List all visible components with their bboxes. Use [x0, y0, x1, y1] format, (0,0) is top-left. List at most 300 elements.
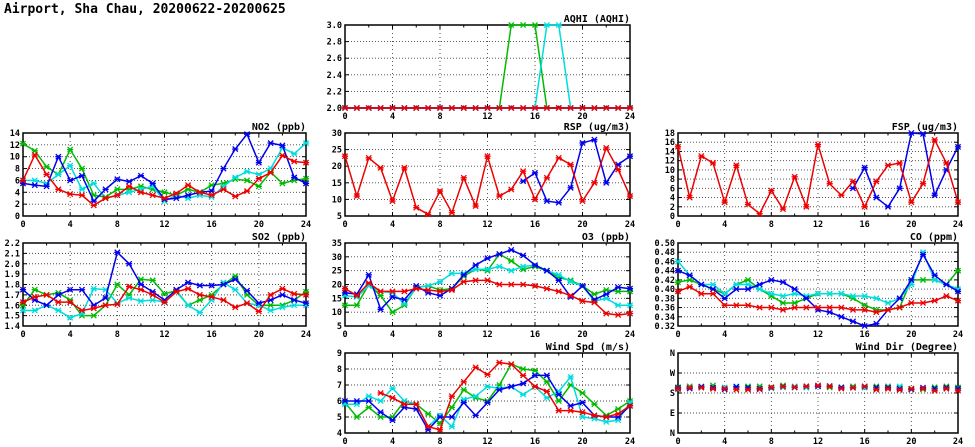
fsp-point-red-17: [873, 179, 879, 184]
svg-text:4: 4: [336, 429, 342, 439]
co-point-blue-2: [698, 282, 704, 287]
windspd-point-green-2: [366, 405, 372, 410]
svg-text:N: N: [669, 429, 675, 439]
so2-series-blue: [20, 250, 309, 308]
o3-point-cyan-13: [496, 264, 502, 269]
so2-point-green-8: [114, 282, 120, 287]
windspd-point-blue-1: [354, 398, 360, 403]
svg-text:8: 8: [14, 164, 20, 175]
no2-point-red-11: [150, 193, 156, 198]
o3-point-blue-11: [473, 263, 479, 268]
winddir-series-red: [675, 383, 961, 394]
no2-point-red-14: [185, 183, 191, 188]
svg-text:2.2: 2.2: [326, 87, 342, 98]
svg-text:20: 20: [577, 220, 588, 230]
svg-text:3.0: 3.0: [326, 21, 342, 31]
so2-point-green-15: [197, 297, 203, 302]
windspd-point-green-10: [461, 387, 467, 392]
svg-text:30: 30: [331, 252, 342, 263]
windspd-point-blue-18: [556, 392, 562, 397]
co-point-blue-9: [780, 280, 786, 285]
fsp-point-red-8: [768, 188, 774, 193]
no2-point-green-4: [67, 147, 73, 152]
co-point-cyan-18: [885, 300, 891, 305]
svg-text:10: 10: [331, 195, 342, 206]
svg-text:1.6: 1.6: [4, 301, 20, 312]
windspd-point-red-5: [401, 402, 407, 407]
svg-text:0: 0: [675, 437, 681, 447]
so2-point-cyan-15: [197, 310, 203, 315]
o3-point-blue-22: [603, 292, 609, 297]
fsp-chart: [645, 120, 975, 232]
svg-text:20: 20: [577, 330, 588, 340]
svg-text:24: 24: [624, 112, 636, 122]
no2-point-red-20: [256, 176, 262, 181]
aqhi-point-red-1: [354, 105, 360, 110]
so2-point-red-15: [197, 292, 203, 297]
svg-text:8: 8: [768, 330, 774, 340]
svg-text:8: 8: [336, 365, 342, 375]
windspd-point-red-12: [484, 372, 490, 377]
co-point-red-6: [745, 303, 751, 308]
svg-text:16: 16: [859, 330, 870, 340]
svg-text:24: 24: [624, 220, 636, 230]
svg-text:25: 25: [331, 266, 342, 277]
svg-text:2.6: 2.6: [326, 54, 342, 65]
rsp-point-red-18: [556, 155, 562, 160]
svg-text:4: 4: [389, 220, 396, 230]
winddir-point-red-12: [815, 383, 821, 388]
no2-point-blue-14: [185, 193, 191, 198]
aqhi-point-red-7: [425, 105, 431, 110]
co-point-red-10: [792, 305, 798, 310]
co-point-blue-1: [687, 273, 693, 278]
co-series-cyan: [675, 250, 961, 306]
so2-point-red-11: [150, 292, 156, 297]
aqhi-point-red-21: [591, 105, 597, 110]
fsp-point-red-18: [885, 163, 891, 168]
so2-point-red-18: [232, 305, 238, 310]
no2-point-blue-21: [268, 140, 274, 145]
so2-point-cyan-6: [91, 286, 97, 291]
aqhi-point-red-9: [449, 105, 455, 110]
windspd-series-red: [378, 360, 634, 432]
aqhi-chart-title: AQHI (AQHI): [563, 14, 630, 25]
co-point-blue-23: [943, 282, 949, 287]
co-point-cyan-9: [780, 293, 786, 298]
co-point-red-23: [943, 293, 949, 298]
svg-text:0.32: 0.32: [654, 322, 675, 332]
windspd-point-red-13: [496, 360, 502, 365]
windspd-point-green-21: [591, 402, 597, 407]
co-point-cyan-14: [838, 291, 844, 296]
rsp-point-red-14: [508, 187, 514, 192]
no2-point-red-5: [79, 193, 85, 198]
winddir-point-red-7: [757, 387, 763, 392]
so2-point-cyan-1: [32, 308, 38, 313]
co-point-red-8: [768, 305, 774, 310]
co-point-red-14: [838, 305, 844, 310]
no2-point-blue-18: [232, 146, 238, 151]
svg-text:24: 24: [952, 330, 964, 340]
so2-point-red-7: [102, 303, 108, 308]
svg-text:4: 4: [389, 112, 396, 122]
windspd-point-cyan-3: [378, 398, 384, 403]
no2-point-red-2: [43, 172, 49, 177]
svg-text:0: 0: [669, 212, 675, 222]
so2-point-blue-9: [126, 261, 132, 266]
o3-point-cyan-14: [508, 268, 514, 273]
o3-chart-title: O3 (ppb): [581, 232, 630, 243]
windspd-point-blue-15: [520, 381, 526, 386]
so2-point-red-9: [126, 284, 132, 289]
aqhi-point-red-23: [615, 105, 621, 110]
windspd-point-red-15: [520, 373, 526, 378]
fsp-chart-title: FSP (ug/m3): [891, 122, 958, 133]
svg-text:8: 8: [114, 220, 120, 230]
co-point-red-5: [733, 303, 739, 308]
aqhi-point-red-5: [401, 105, 407, 110]
svg-text:4: 4: [722, 220, 728, 230]
windspd-point-blue-14: [508, 384, 514, 389]
o3-point-blue-13: [496, 251, 502, 256]
so2-point-red-23: [291, 291, 297, 296]
svg-text:12: 12: [482, 330, 493, 340]
co-point-red-9: [780, 307, 786, 312]
so2-point-red-10: [138, 287, 144, 292]
no2-point-green-22: [279, 181, 285, 186]
o3-point-red-3: [378, 289, 384, 294]
windspd-point-cyan-12: [484, 384, 490, 389]
svg-text:0.50: 0.50: [654, 239, 675, 249]
svg-text:0.40: 0.40: [654, 285, 675, 296]
no2-point-red-3: [55, 187, 61, 192]
co-point-cyan-16: [862, 293, 868, 298]
svg-text:2.2: 2.2: [4, 239, 20, 249]
o3-point-red-5: [401, 289, 407, 294]
svg-text:10: 10: [664, 165, 675, 176]
svg-text:E: E: [669, 409, 675, 419]
o3-point-red-12: [484, 278, 490, 283]
o3-chart: [330, 230, 642, 342]
windspd-point-cyan-15: [520, 392, 526, 397]
o3-point-red-10: [461, 279, 467, 284]
o3-point-red-23: [615, 312, 621, 317]
so2-point-blue-19: [244, 288, 250, 293]
rsp-point-blue-15: [520, 179, 526, 184]
svg-text:16: 16: [529, 330, 541, 340]
no2-point-green-19: [244, 178, 250, 183]
o3-point-blue-17: [544, 268, 550, 273]
svg-text:1.8: 1.8: [4, 280, 20, 291]
o3-point-blue-15: [520, 253, 526, 258]
co-point-blue-6: [745, 287, 751, 292]
o3-point-blue-12: [484, 256, 490, 261]
svg-text:20: 20: [577, 437, 588, 447]
svg-text:2.4: 2.4: [326, 70, 342, 81]
so2-point-cyan-9: [126, 295, 132, 300]
svg-text:4: 4: [722, 437, 728, 447]
winddir-chart-title: Wind Dir (Degree): [855, 342, 958, 353]
svg-text:6: 6: [336, 397, 342, 407]
windspd-point-red-18: [556, 408, 562, 413]
svg-text:15: 15: [331, 294, 342, 305]
co-point-blue-5: [733, 287, 739, 292]
svg-text:24: 24: [952, 220, 964, 230]
svg-text:8: 8: [669, 175, 675, 186]
co-point-red-11: [803, 305, 809, 310]
winddir-point-red-20: [908, 386, 914, 391]
so2-point-red-6: [91, 306, 97, 311]
o3-point-red-17: [544, 286, 550, 291]
co-point-blue-8: [768, 277, 774, 282]
so2-point-red-17: [220, 297, 226, 302]
no2-point-cyan-19: [244, 169, 250, 174]
svg-text:35: 35: [331, 239, 342, 249]
svg-text:12: 12: [482, 220, 493, 230]
rsp-point-blue-18: [556, 200, 562, 205]
svg-text:24: 24: [300, 220, 312, 230]
svg-text:1.7: 1.7: [4, 290, 20, 301]
co-point-red-15: [850, 307, 856, 312]
so2-point-red-19: [244, 301, 250, 306]
svg-text:20: 20: [906, 437, 917, 447]
co-point-red-13: [827, 305, 833, 310]
svg-text:16: 16: [206, 220, 217, 230]
winddir-series-green: [675, 383, 961, 392]
svg-text:S: S: [669, 389, 675, 399]
windspd-point-red-4: [389, 395, 395, 400]
o3-point-red-14: [508, 282, 514, 287]
co-point-red-2: [698, 291, 704, 296]
svg-text:4: 4: [722, 330, 728, 340]
co-chart-title: CO (ppm): [909, 232, 958, 243]
windspd-point-red-10: [461, 379, 467, 384]
so2-point-green-21: [268, 303, 274, 308]
no2-chart-title: NO2 (ppb): [251, 122, 306, 133]
windspd-point-green-18: [556, 398, 562, 403]
svg-text:4: 4: [67, 330, 73, 340]
no2-point-red-10: [138, 190, 144, 195]
svg-text:9: 9: [336, 349, 342, 359]
no2-point-red-4: [67, 191, 73, 196]
so2-point-red-14: [185, 286, 191, 291]
svg-text:14: 14: [664, 147, 675, 158]
co-point-green-21: [920, 277, 926, 282]
windspd-point-red-23: [615, 411, 621, 416]
svg-text:16: 16: [529, 437, 541, 447]
svg-text:12: 12: [159, 220, 170, 230]
windspd-point-green-7: [425, 411, 431, 416]
co-point-blue-10: [792, 287, 798, 292]
svg-text:12: 12: [482, 437, 493, 447]
windspd-point-blue-9: [449, 414, 455, 419]
svg-text:12: 12: [812, 437, 824, 447]
no2-point-blue-11: [150, 181, 156, 186]
co-point-green-9: [780, 300, 786, 305]
svg-text:16: 16: [859, 437, 870, 447]
no2-point-blue-5: [79, 173, 85, 178]
no2-point-red-17: [220, 187, 226, 192]
no2-point-red-15: [197, 190, 203, 195]
svg-text:W: W: [669, 369, 675, 379]
windspd-point-blue-17: [544, 373, 550, 378]
svg-text:24: 24: [624, 330, 636, 340]
svg-text:8: 8: [437, 220, 443, 230]
no2-point-red-9: [126, 184, 132, 189]
svg-text:4: 4: [14, 188, 20, 199]
fsp-point-red-15: [850, 179, 856, 184]
svg-text:6: 6: [669, 184, 675, 195]
svg-text:24: 24: [300, 330, 312, 340]
svg-text:20: 20: [253, 220, 264, 230]
windspd-point-red-11: [473, 365, 479, 370]
svg-text:24: 24: [952, 437, 964, 447]
svg-text:2.0: 2.0: [326, 104, 342, 114]
so2-point-cyan-21: [268, 308, 274, 313]
svg-text:4: 4: [67, 220, 73, 230]
svg-text:12: 12: [159, 330, 170, 340]
co-chart: [645, 230, 975, 342]
svg-text:12: 12: [664, 156, 675, 167]
rsp-point-red-17: [544, 175, 550, 180]
windspd-point-green-1: [354, 414, 360, 419]
svg-text:0.38: 0.38: [654, 294, 675, 305]
co-point-red-7: [757, 305, 763, 310]
o3-point-red-11: [473, 278, 479, 283]
svg-text:6: 6: [14, 176, 20, 187]
svg-text:1.4: 1.4: [4, 322, 20, 332]
o3-point-red-7: [425, 287, 431, 292]
svg-text:0: 0: [675, 330, 681, 340]
no2-point-red-18: [232, 194, 238, 199]
no2-point-red-23: [291, 159, 297, 164]
svg-text:0: 0: [342, 220, 348, 230]
winddir-chart: [645, 340, 975, 447]
windspd-point-red-17: [544, 389, 550, 394]
winddir-point-red-21: [920, 386, 926, 391]
windspd-point-blue-11: [473, 413, 479, 418]
svg-text:30: 30: [331, 129, 342, 139]
windspd-point-blue-2: [366, 398, 372, 403]
fsp-point-blue-18: [885, 204, 891, 209]
aqhi-point-red-11: [473, 105, 479, 110]
so2-point-cyan-3: [55, 308, 61, 313]
no2-point-blue-4: [67, 178, 73, 183]
no2-point-green-8: [114, 187, 120, 192]
o3-point-red-13: [496, 282, 502, 287]
svg-text:8: 8: [114, 330, 120, 340]
no2-point-cyan-9: [126, 190, 132, 195]
svg-text:20: 20: [331, 162, 342, 173]
windspd-point-red-3: [378, 390, 384, 395]
svg-text:16: 16: [206, 330, 217, 340]
co-point-blue-14: [838, 314, 844, 319]
windspd-point-red-14: [508, 362, 514, 367]
svg-text:0.42: 0.42: [654, 275, 675, 286]
so2-point-red-22: [279, 286, 285, 291]
winddir-point-red-10: [792, 385, 798, 390]
svg-text:7: 7: [336, 381, 342, 391]
so2-point-red-21: [268, 292, 274, 297]
co-point-blue-19: [897, 296, 903, 301]
svg-text:0.46: 0.46: [654, 257, 675, 268]
o3-point-blue-5: [401, 297, 407, 302]
co-point-blue-15: [850, 319, 856, 324]
svg-text:14: 14: [9, 129, 20, 139]
svg-text:2.1: 2.1: [4, 249, 20, 260]
svg-text:25: 25: [331, 145, 342, 156]
no2-chart: [0, 120, 322, 232]
svg-text:2: 2: [14, 200, 20, 211]
svg-text:5: 5: [336, 212, 342, 222]
windspd-point-red-6: [413, 402, 419, 407]
windspd-point-red-19: [568, 408, 574, 413]
svg-text:2: 2: [669, 202, 675, 213]
svg-text:0: 0: [20, 330, 26, 340]
o3-point-green-14: [508, 258, 514, 263]
o3-point-cyan-9: [449, 271, 455, 276]
svg-text:0.34: 0.34: [654, 312, 675, 323]
svg-text:12: 12: [812, 330, 824, 340]
no2-point-red-22: [279, 153, 285, 158]
o3-point-green-1: [354, 303, 360, 308]
svg-text:4: 4: [389, 330, 396, 340]
o3-point-green-4: [389, 310, 395, 315]
no2-point-cyan-3: [55, 172, 61, 177]
svg-text:16: 16: [664, 138, 675, 149]
svg-text:4: 4: [669, 193, 675, 204]
windspd-point-green-20: [579, 390, 585, 395]
svg-text:0: 0: [342, 112, 348, 122]
so2-chart-title: SO2 (ppb): [251, 232, 306, 243]
aqhi-point-red-3: [378, 105, 384, 110]
svg-text:15: 15: [331, 178, 342, 189]
svg-text:8: 8: [437, 112, 443, 122]
fsp-point-red-14: [838, 193, 844, 198]
svg-text:0: 0: [14, 212, 20, 222]
so2-point-blue-10: [138, 282, 144, 287]
so2-point-cyan-18: [232, 287, 238, 292]
svg-text:12: 12: [812, 220, 824, 230]
svg-text:2.8: 2.8: [326, 37, 342, 48]
windspd-point-green-9: [449, 405, 455, 410]
windspd-point-blue-4: [389, 418, 395, 423]
co-point-red-3: [710, 291, 716, 296]
so2-point-blue-22: [279, 292, 285, 297]
svg-text:20: 20: [253, 330, 264, 340]
svg-text:0: 0: [20, 220, 26, 230]
svg-text:N: N: [669, 349, 675, 359]
svg-text:20: 20: [906, 330, 917, 340]
aqhi-point-red-15: [520, 105, 526, 110]
svg-text:8: 8: [437, 330, 443, 340]
svg-text:12: 12: [482, 112, 493, 122]
no2-point-cyan-23: [291, 151, 297, 156]
co-point-blue-4: [722, 296, 728, 301]
o3-point-green-21: [591, 292, 597, 297]
no2-point-green-2: [43, 164, 49, 169]
windspd-point-cyan-4: [389, 386, 395, 391]
so2-point-cyan-11: [150, 297, 156, 302]
no2-point-red-21: [268, 170, 274, 175]
svg-text:16: 16: [529, 112, 541, 122]
no2-point-red-19: [244, 189, 250, 194]
so2-point-red-20: [256, 309, 262, 314]
rsp-chart: [330, 120, 642, 232]
o3-point-cyan-23: [615, 303, 621, 308]
no2-point-cyan-4: [67, 163, 73, 168]
